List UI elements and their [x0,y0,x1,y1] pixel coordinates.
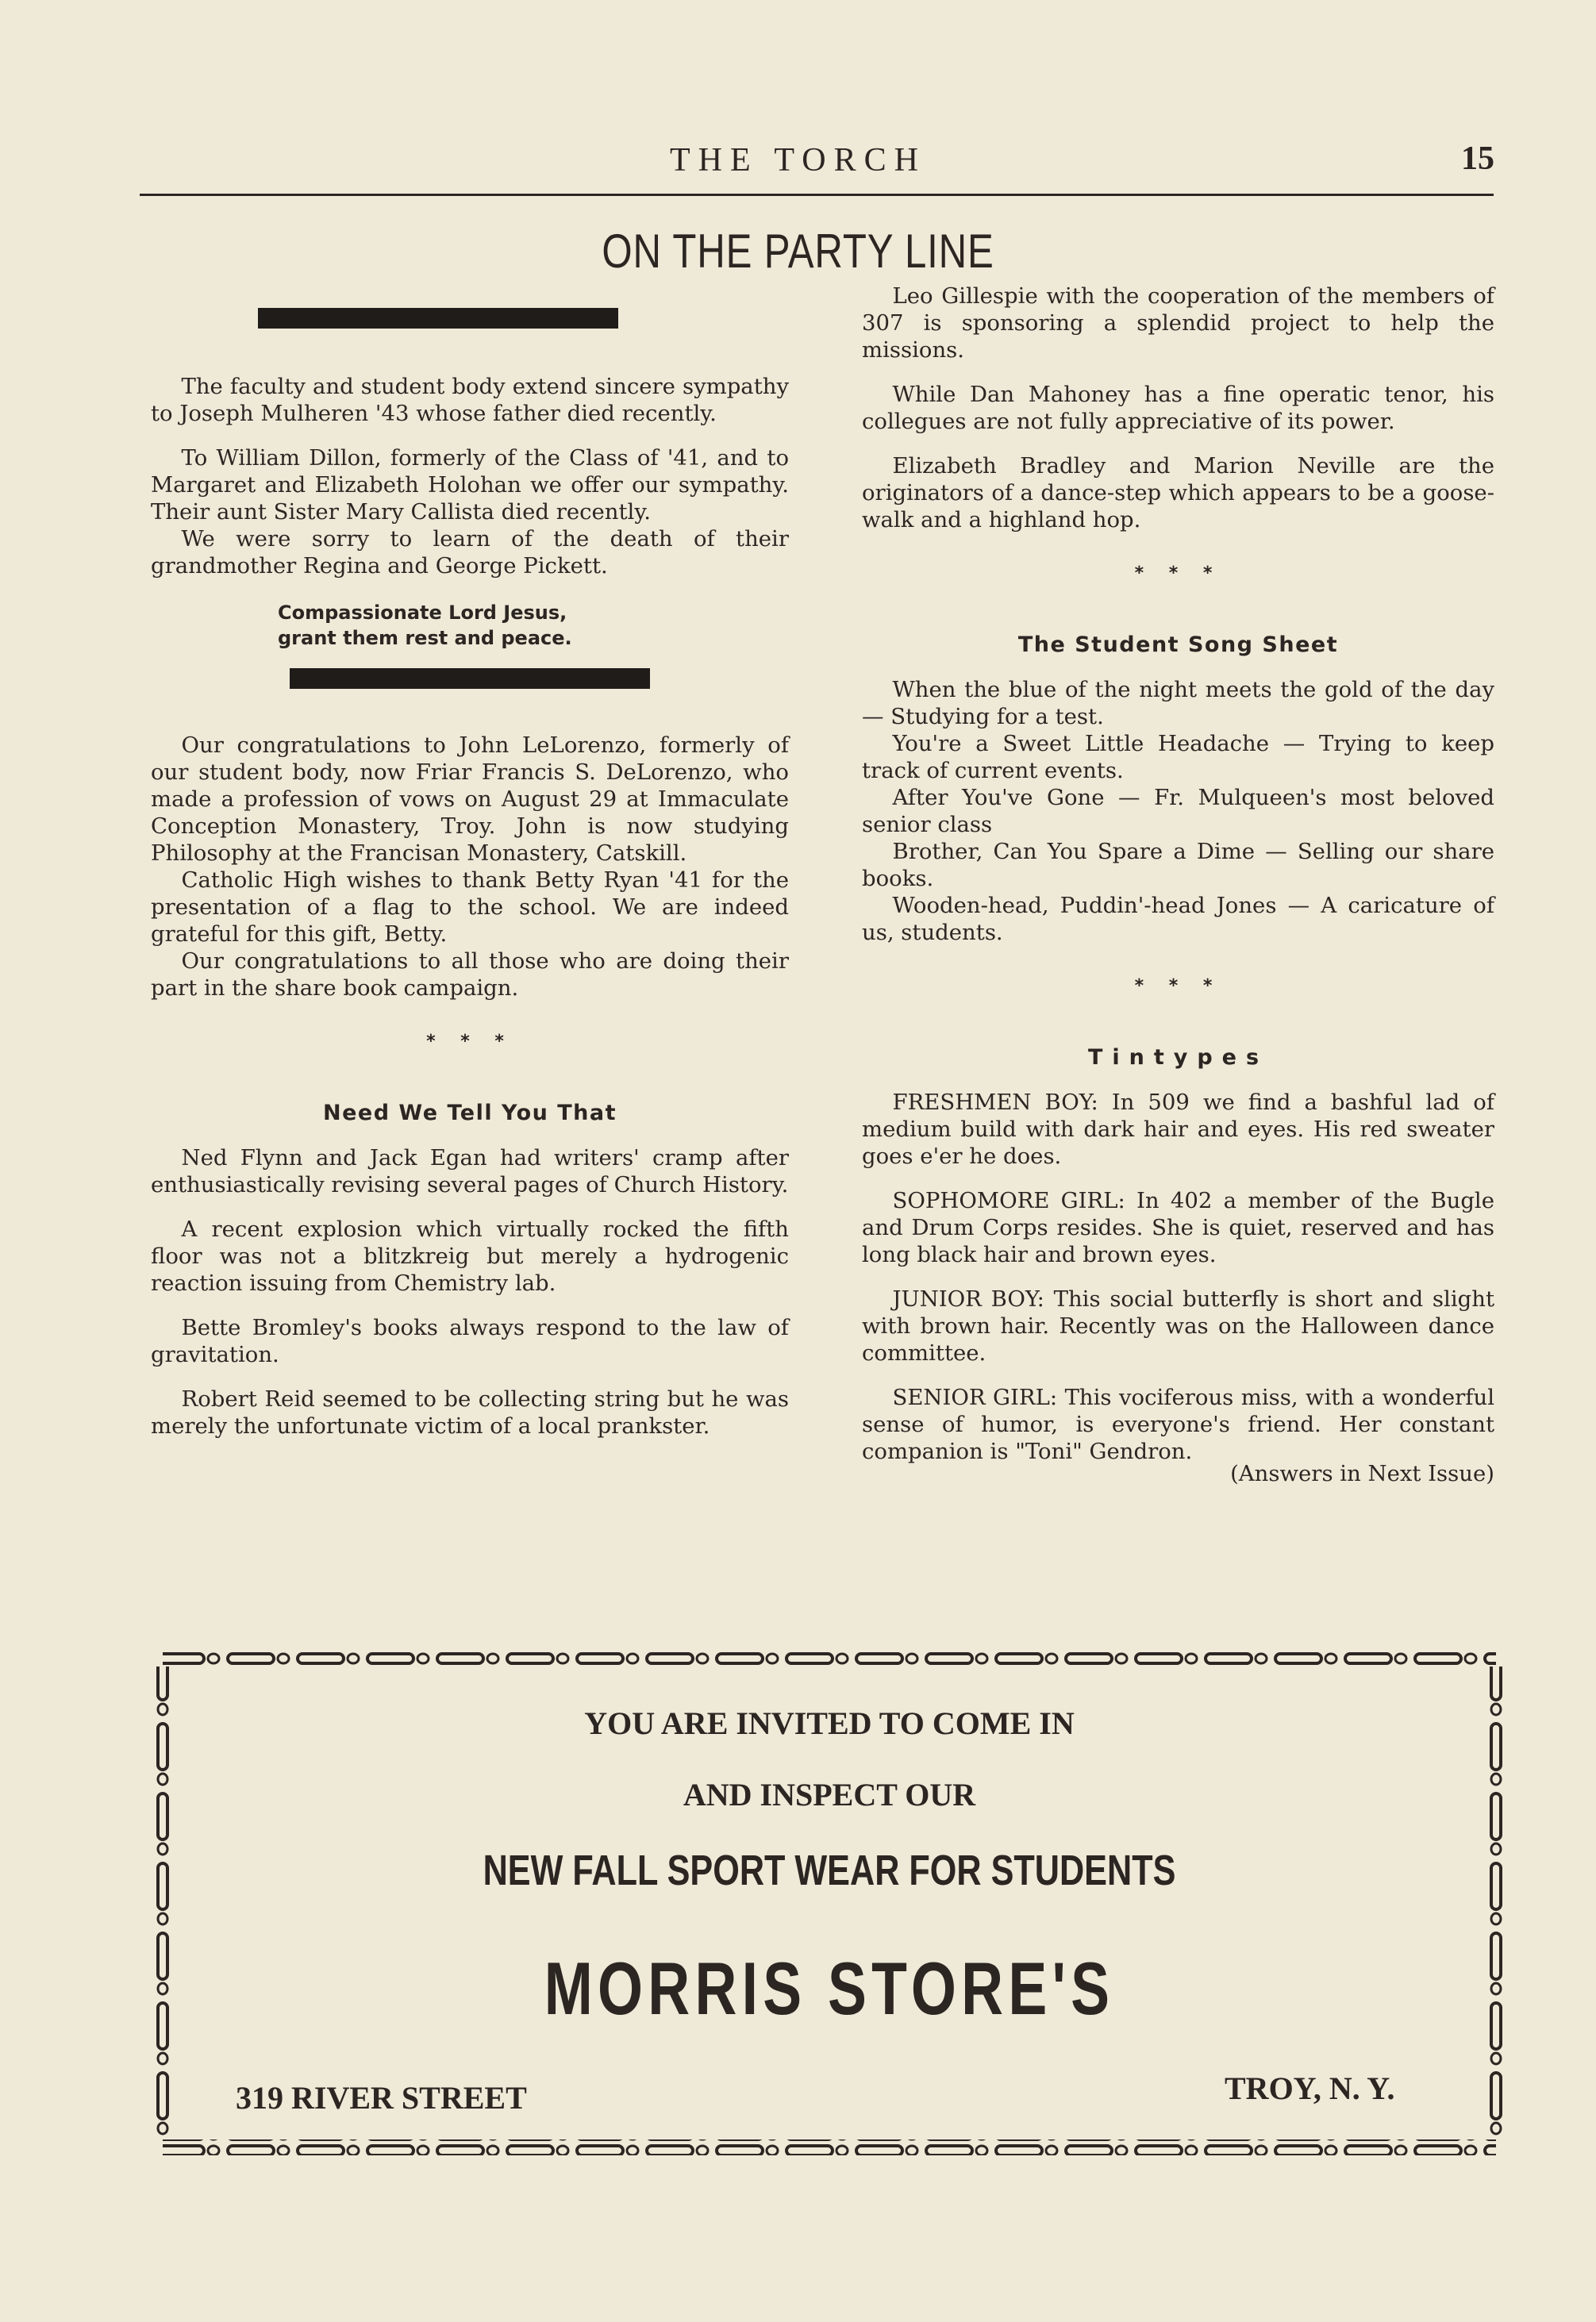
paragraph: JUNIOR BOY: This social butterfly is short and slight with brown hair. Recently was on the Halloween dance committee. [862,1286,1494,1366]
page-number: 15 [1461,140,1494,177]
song-item: Wooden-head, Puddin'-head Jones — A caricature of us, students. [862,893,1494,945]
section-divider: * * * [426,1032,513,1051]
song-item: Brother, Can You Spare a Dime — Selling our share books. [862,839,1494,891]
ad-line: AND INSPECT OUR [683,1777,976,1813]
ad-line: YOU ARE INVITED TO COME IN [584,1705,1075,1741]
paragraph: We were sorry to learn of the death of their grandmother Regina and George Pickett. [151,526,789,579]
paragraph: Leo Gillespie with the cooperation of the members of 307 is sponsoring a splendid project to help the missions. [862,283,1494,363]
subheading: The Student Song Sheet [1017,632,1339,657]
section-divider: * * * [1134,563,1222,583]
paragraph: SOPHOMORE GIRL: In 402 a member of the Bugle and Drum Corps resides. She is quiet, reserved and has long black hair and brown eyes. [862,1188,1494,1267]
section-divider: * * * [1134,976,1222,996]
advertisement [155,1651,1504,2155]
running-head: THE TORCH [670,142,926,179]
prayer-line: Compassionate Lord Jesus, [278,602,567,624]
paragraph: Bette Bromley's books always respond to the law of gravitation. [151,1315,789,1367]
paragraph: Ned Flynn and Jack Egan had writers' cramp after enthusiastically revising several pages of Church History. [151,1145,789,1198]
song-item: You're a Sweet Little Headache — Trying to keep track of current events. [862,731,1494,783]
prayer-line: grant them rest and peace. [278,627,572,649]
song-item: After You've Gone — Fr. Mulqueen's most beloved senior class [862,785,1494,837]
paragraph: A recent explosion which virtually rocked the fifth floor was not a blitzkreig but merely a hydrogenic reaction issuing from Chemistry lab. [151,1217,789,1296]
prayer [278,600,789,651]
subheading: Tintypes [1087,1045,1269,1070]
black-bar [258,308,618,329]
answers-note: (Answers in Next Issue) [1230,1461,1494,1486]
ad-store-name: MORRIS STORE'S [544,1947,1115,2030]
paragraph: The faculty and student body extend sincere sympathy to Joseph Mulheren '43 whose father died recently. [151,374,789,426]
subheading: Need We Tell You That [322,1101,617,1125]
ad-address: 319 RIVER STREET [236,2080,527,2116]
paragraph: FRESHMEN BOY: In 509 we find a bashful lad of medium build with dark hair and eyes. His red sweater goes e'er he does. [862,1090,1494,1169]
paragraph: Our congratulations to all those who are doing their part in the share book campaign. [151,948,789,1001]
left-column [151,308,789,1457]
song-item: When the blue of the night meets the gold of the day — Studying for a test. [862,677,1494,729]
right-column [862,283,1494,1487]
paragraph: Our congratulations to John LeLorenzo, formerly of our student body, now Friar Francis S. DeLorenzo, who made a profession of vows on August 29 at Immaculate Conception Monastery, Troy. John is now studying Philosophy at the Francisan Monastery, Catskill. [151,732,789,866]
paragraph: To William Dillon, formerly of the Class of '41, and to Margaret and Elizabeth Holohan we offer our sympathy. Their aunt Sister Mary Callista died recently. [151,445,789,525]
header-rule [140,194,1494,196]
paragraph: Catholic High wishes to thank Betty Ryan '41 for the presentation of a flag to the school. We are indeed grateful for this gift, Betty. [151,867,789,947]
ad-city: TROY, N. Y. [1225,2070,1395,2106]
section-title: ON THE PARTY LINE [602,225,994,278]
paragraph: Elizabeth Bradley and Marion Neville are the originators of a dance-step which appears to be a goose-walk and a highland hop. [862,453,1494,532]
paragraph: While Dan Mahoney has a fine operatic tenor, his collegues are not fully appreciative of its power. [862,382,1494,434]
black-bar [290,668,650,689]
paragraph: SENIOR GIRL: This vociferous miss, with a wonderful sense of humor, is everyone's friend. Her constant companion is "Toni" Gendron. [862,1385,1494,1464]
paragraph: Robert Reid seemed to be collecting string but he was merely the unfortunate victim of a local prankster. [151,1386,789,1439]
ad-headline: NEW FALL SPORT WEAR FOR STUDENTS [483,1847,1176,1894]
